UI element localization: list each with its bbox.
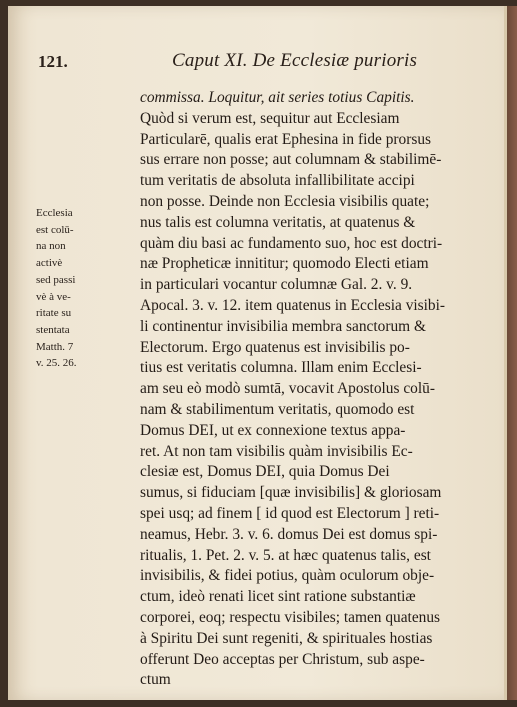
marginal-line: stentata <box>36 323 70 336</box>
text-line: sus errare non posse; aut columnam & stabilimē- <box>140 151 442 169</box>
marginal-line: Ecclesia <box>36 207 73 219</box>
text-line: clesiæ est, Domus DEI, quia Domus Dei <box>140 463 390 481</box>
text-line: à Spiritu Dei sunt regeniti, & spirituales hostias <box>140 629 433 647</box>
running-title: Caput XI. De Ecclesiæ purioris <box>172 50 418 71</box>
text-line: næ Propheticæ innititur; quomodo Electi etiam <box>140 255 429 273</box>
text-line: Particularē, qualis erat Ephesina in fide prorsus <box>140 130 432 148</box>
text-line: offerunt Deo acceptas per Christum, sub aspe- <box>140 650 425 668</box>
marginal-line: Matth. 7 <box>36 340 74 353</box>
text-line: nus talis est columna veritatis, at quatenus & <box>140 213 416 231</box>
text-line: invisibilis, & fidei potius, quàm oculorum obje- <box>140 567 435 585</box>
marginal-line: activè <box>36 257 63 270</box>
text-line: Quòd si verum est, sequitur aut Ecclesiam <box>140 109 400 127</box>
text-line: ctum <box>140 671 171 689</box>
book-page <box>8 6 507 700</box>
text-line: tius est veritatis columna. Illam enim Ecclesi- <box>140 359 422 377</box>
text-line: ret. At non tam visibilis quàm invisibilis Ec- <box>140 442 413 460</box>
text-line: tum veritatis de absoluta infallibilitate accipi <box>140 172 415 190</box>
text-line: ritualis, 1. Pet. 2. v. 5. at hæc quatenus talis, est <box>140 546 431 564</box>
text-line: in particulari vocantur columnæ Gal. 2. v. 9. <box>140 276 413 294</box>
text-line: li continentur invisibilia membra sanctorum & <box>140 317 426 335</box>
text-line: non posse. Deinde non Ecclesia visibilis quate; <box>140 192 430 210</box>
text-line: am seu eò modò sumtā, vocavit Apostolus colū- <box>140 380 435 398</box>
page-number: 121. <box>38 52 68 71</box>
text-line: Apocal. 3. v. 12. item quatenus in Ecclesia visibi- <box>140 296 446 314</box>
marginal-line: est colū- <box>36 223 74 236</box>
text-line: nam & stabilimentum veritatis, quomodo est <box>140 400 415 418</box>
text-line: commissa. Loquitur, ait series totius Capitis. <box>140 89 415 106</box>
book-edge <box>507 6 517 700</box>
text-line: corporei, eoq; respectu visibiles; tamen quatenus <box>140 608 441 626</box>
text-line: quàm diu basi ac fundamento suo, hoc est doctri- <box>140 234 443 252</box>
text-line: spei usq; ad finem [ id quod est Electorum ] reti- <box>140 504 440 522</box>
text-line: sumus, si fiduciam [quæ invisibilis] & gloriosam <box>140 484 442 502</box>
marginal-line: vè à ve- <box>36 290 71 303</box>
main-text-block <box>140 88 490 691</box>
marginal-line: sed passi <box>36 273 76 286</box>
text-line: Electorum. Ergo quatenus est invisibilis po- <box>140 338 410 356</box>
marginal-note <box>36 205 124 372</box>
marginal-line: v. 25. 26. <box>36 357 77 370</box>
marginal-line: ritate su <box>36 307 72 320</box>
text-line: ctum, ideò renati licet sint ratione substantiæ <box>140 588 416 606</box>
text-line: Domus DEI, ut ex connexione textus appa- <box>140 421 406 439</box>
page-header <box>38 50 486 78</box>
marginal-line: na non <box>36 240 66 253</box>
text-line: neamus, Hebr. 3. v. 6. domus Dei est domus spi- <box>140 525 438 543</box>
